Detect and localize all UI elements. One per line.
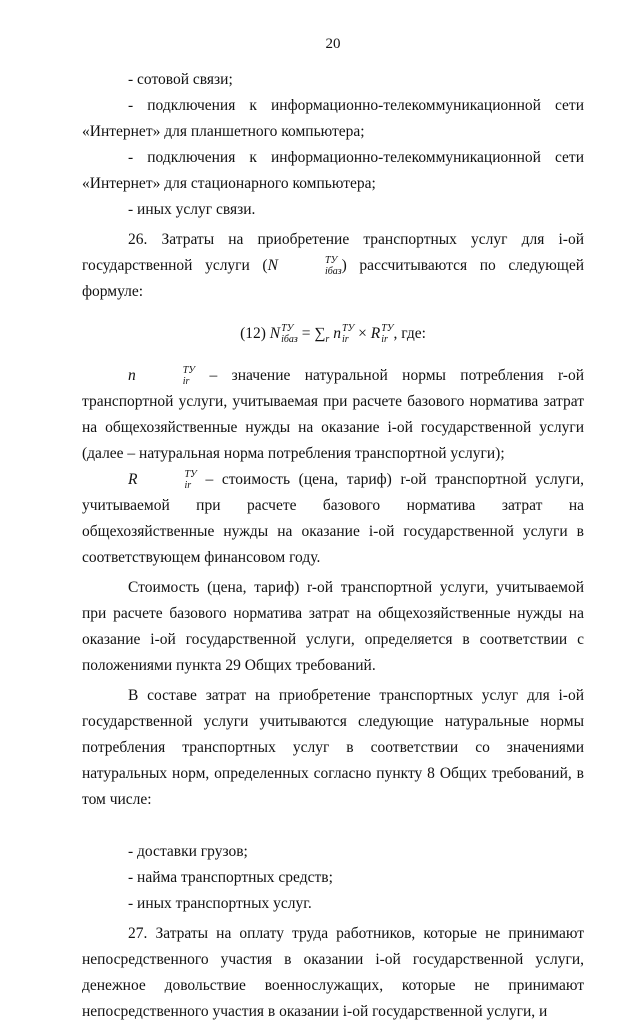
list-item-tablet-line2: «Интернет» для планшетного компьютера; — [82, 123, 365, 140]
paragraph-27: 27. Затраты на оплату труда работников, которые не принимают непосредственного участия в оказании i-ой государственной услуги, денежное довольствие военнослужащих, которые не принимают непосредственного участия в оказании i-ой государственной услуги, и — [82, 925, 584, 1020]
inline-symbol-N: N ТУ iбаз — [267, 255, 342, 278]
paragraph-composition: В составе затрат на приобретение транспортных услуг для i-ой государственной услуги учитываются следующие натуральные нормы потребления транспортных услуг в соответствии со значениями натуральных норм, определенных согласно пункту 8 Общих требований, в том числе: — [82, 687, 584, 808]
formula-N: N ТУ iбаз — [269, 323, 298, 346]
paragraph-26 — [82, 227, 584, 305]
list-item-cargo: - доставки грузов; — [128, 843, 248, 860]
formula-equals: = — [301, 325, 311, 342]
paragraph-26-text-b: ) рассчитываются по следующей формуле: — [82, 257, 584, 300]
definition-R-symbol: R ТУ ir — [128, 469, 197, 492]
definition-n — [82, 363, 584, 467]
formula-suffix: , где: — [393, 325, 426, 342]
definition-R-text: – стоимость (цена, тариф) r-ой транспортной услуги, учитываемой при расчете базового норматива затрат на общехозяйственные нужды на оказание i-ой государственной услуги в соответствующем финансовом году. — [82, 471, 585, 566]
formula-times: × — [358, 325, 367, 342]
list-item-other-transport: - иных транспортных услуг. — [128, 895, 312, 912]
list-item-other-comm: - иных услуг связи. — [128, 201, 256, 218]
formula-number: (12) — [240, 325, 266, 342]
definition-R — [82, 467, 584, 571]
formula-n: n ТУ ir — [333, 323, 355, 346]
page-number: 20 — [325, 36, 341, 52]
formula-sum: $\sum_r$ — [314, 325, 330, 346]
list-item-vehicle-hire: - найма транспортных средств; — [128, 869, 333, 886]
list-item-cellular: - сотовой связи; — [128, 71, 233, 88]
list-item-desktop-line2: «Интернет» для стационарного компьютера; — [82, 175, 376, 192]
formula-R: R ТУ ir — [370, 323, 394, 346]
formula-12 — [82, 319, 584, 349]
paragraph-cost: Стоимость (цена, тариф) r-ой транспортной услуги, учитываемой при расчете базового норматива затрат на общехозяйственные нужды на оказание i-ой государственной услуги, определяется в соответствии с положениями пункта 29 Общих требований. — [82, 579, 584, 674]
paragraph-26-text-a: 26. Затраты на приобретение транспортных услуг для i-ой государственной услуги ( — [82, 231, 584, 274]
definition-n-symbol: n ТУ ir — [128, 365, 196, 388]
spacer — [82, 813, 584, 839]
list-item-tablet-line1: - подключения к информационно-телекоммуникационной сети — [128, 97, 584, 114]
list-item-desktop-line1: - подключения к информационно-телекоммуникационной сети — [128, 149, 584, 166]
definition-n-text: – значение натуральной нормы потребления r-ой транспортной услуги, учитываемая при расчете базового норматива затрат на общехозяйственные нужды на оказание i-ой государственной услуги (далее – натуральная норма потребления транспортной услуги); — [82, 367, 585, 462]
